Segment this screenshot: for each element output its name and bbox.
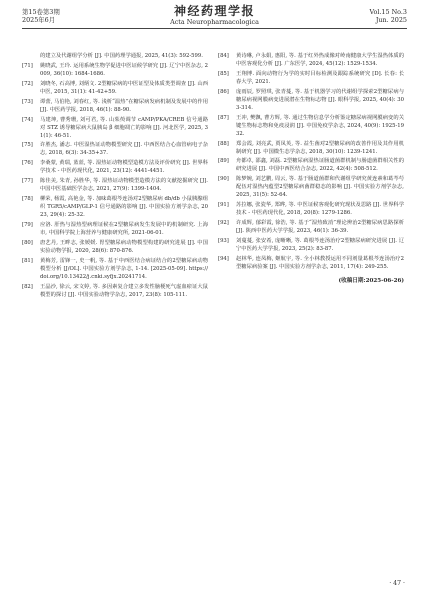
reference-number: [92] (218, 220, 229, 227)
reference-text: 庞雨辰, 罗照琪, 张青蔓, 等. 基于机器学习的代谢组学探索2型糖尿病与糖尿病视网膜病变进展潜在生物标志物 [J]. 眼科学报, 2025, 40(4): 303-314. (236, 88, 404, 111)
reference-list-right (218, 52, 404, 271)
reference-number: [79] (22, 222, 33, 229)
reference-number: [76] (22, 160, 33, 167)
reference-text: 许成辉, 郁彩霞, 徐浩, 等. 基于“湿热致消”理论辨治2型糖尿病思路探析 [J]. 陕西中医药大学学报, 2023, 46(1): 36-39. (236, 220, 404, 235)
reference-number: [86] (218, 88, 229, 95)
issue-info-en (369, 8, 407, 25)
reference-entry (218, 52, 404, 68)
reference-entry (22, 195, 208, 219)
reference-entry (22, 62, 208, 78)
reference-number: [78] (22, 196, 33, 203)
reference-entry (218, 255, 404, 271)
reference-entry (22, 257, 208, 281)
reference-text: 王晶沙, 徐云, 宋文婷, 等. 多因素复合建立多发性脑梗死气虚血瘀证大鼠模型的探讨 [J]. 中国实验动物学杂志, 2017, 23(8): 105-111. (40, 283, 208, 298)
reference-entry (22, 98, 208, 114)
reference-entry (218, 237, 404, 253)
reference-continuation: 的建立及代谢组学分析 [J]. 中国药理学通报, 2025, 41(3): 592-599. (40, 53, 203, 59)
reference-number: [87] (218, 114, 229, 121)
reference-number: [73] (22, 98, 33, 105)
reference-text: 黄梅芳, 雷锋一, 史一帆, 等. 基于中西医结合病证结合的2型糖尿病动物模型分析 [J/OL]. 中国实验方剂学杂志, 1-14. [2025-05-09]. https://doi.org/10.13422/j.cnki.syfjx.20241714. (40, 257, 208, 280)
reference-number: [77] (22, 178, 33, 185)
reference-number: [75] (22, 142, 33, 149)
reference-entry (22, 159, 208, 175)
reference-text: 谭蕾, 马伯艳, 刘春红, 等. 浅析“温热”在糖尿病发病机制及发展中的作用 [J]. 中医药学报, 2018, 46(1): 88-90. (40, 98, 208, 113)
reference-text: 郑会霞, 刘亮武, 贾凤英, 等. 益生菌对2型糖尿病的改善作用及其作用机制研究 [J]. 中国微生态学杂志, 2018, 30(10): 1239-1241. (236, 140, 404, 155)
reference-text: 王冲, 樊飘, 曹方辉, 等. 通过生物信息学分析鉴定糖尿病视网膜病变的关键生物标志物和免疫浸润 [J]. 中国免疫学杂志, 2024, 40(9): 1925-1932. (236, 114, 404, 137)
reference-number: [91] (218, 202, 229, 209)
reference-entry (22, 239, 208, 255)
journal-title (22, 4, 407, 26)
reference-entry (22, 221, 208, 237)
reference-number: [81] (22, 257, 33, 264)
reference-number: [93] (218, 238, 229, 245)
reference-number: [84] (218, 53, 229, 59)
reference-number: [71] (22, 62, 33, 69)
reference-entry (218, 201, 404, 217)
reference-text: 陈佳美, 朱青, 孙胜华, 等. 湿热证动物模型造模方法的文献挖掘研究 [J]. 中国中医基础医学杂志, 2021, 27(9): 1399-1404. (40, 178, 208, 193)
reference-entry (218, 140, 404, 156)
volume-issue-cn: 第15卷第3期 (22, 8, 60, 16)
date-cn: 2025年6月 (22, 16, 56, 25)
reference-text: 苏拉娜, 张瓷华, 郑晔, 等. 中医证候客观化研究现状及思路 [J]. 世界科学技术 - 中医药现代化, 2018, 20(8): 1279-1286. (236, 202, 404, 217)
reference-number: [74] (22, 116, 33, 123)
journal-title-cn: 神经药理学报 (173, 4, 255, 18)
reference-text: 应洛. 肝热与湿热型病理证候在2型糖尿病发生发展中的机制研究. 上海市, 中国科学院上海营养与健康研究所, 2021-06-01. (40, 222, 208, 237)
reference-number: [72] (22, 80, 33, 87)
reference-list-left (22, 62, 208, 299)
reference-text: 许胜杰, 潘志. 中医湿热证动物模型研究 [J]. 中西医结合心血管病电子杂志, 2018, 6(3): 34-35+37. (40, 142, 208, 157)
reference-entry (22, 116, 208, 140)
reference-text: 马建坤, 曹秀珊, 刘可君, 等. 山茱萸调节 cAMP/PKA/CREB 信号通路对 STZ 诱导糖尿病大鼠胰岛 β 细胞凋亡的影响 [J]. 河北医学, 2025, 31(1): 46-51. (40, 116, 208, 139)
reference-text: 赵林华, 连凤梅, 姬航宇, 等. 全小林教授运用不同剂量葛根芩连汤治疗2型糖尿病验案 [J]. 中国实验方剂学杂志, 2011, 17(4): 249-255. (236, 255, 404, 270)
reference-number: [80] (22, 239, 33, 246)
reference-number: [89] (218, 158, 229, 165)
reference-number: [94] (218, 255, 229, 262)
reference-number: [88] (218, 140, 229, 147)
reference-entry (22, 283, 208, 299)
page-header (22, 4, 407, 38)
reference-number: [82] (22, 283, 33, 290)
reference-text: 李桑蒙, 黄瑞, 蓝蓝, 等. 湿热证动物模型造模方法及评价研究 [J]. 世界科学技术 - 中医药现代化, 2021, 23(12): 4441-4451. (40, 160, 208, 175)
reference-entry (22, 141, 208, 157)
reference-number: [85] (218, 70, 229, 77)
reference-text: 柳荣, 杨霞, 高艳金, 等. 加味葛根芩连汤对2型糖尿病 db/db 小鼠胰腺组织 TGR5/cAMP/GLP-1 信号通路的影响 [J]. 中国实验方剂学杂志, 2023, 29(4): 25-32. (40, 196, 208, 219)
received-date: (收稿日期:2025-06-26) (338, 277, 404, 284)
date-en: Jun. 2025 (375, 16, 407, 25)
page-number: · 47 · (389, 580, 405, 587)
reference-text: 刘晓冬, 石高博, 刘炳文. 2型糖尿病的中医证型及体质类型调查 [J]. 山西中医, 2015, 31(1): 41-42+59. (40, 80, 208, 95)
reference-entry (218, 114, 404, 138)
reference-entry (218, 175, 404, 199)
reference-entry (218, 70, 404, 86)
reference-text: 唐艺丹, 王畔志, 张媛媛. 胃型糖尿病动物模型构建的研究进展 [J]. 中国实验动物学报, 2020, 28(6): 870-876. (40, 239, 208, 254)
header-rule (22, 28, 407, 29)
reference-entry (218, 88, 404, 112)
reference-entry (22, 177, 208, 193)
reference-column-left (22, 52, 208, 301)
reference-text: 王翔博. 面向动物行为学的实时目标检测及跟踪系统研究 [D]. 长春: 长春大学, 2021. (236, 70, 404, 85)
reference-column-right (218, 52, 404, 285)
volume-issue-en: Vol.15 No.3 (369, 8, 407, 16)
journal-title-en: Acta Neuropharmacologica (170, 18, 259, 26)
reference-text: 陈梦婉, 刘艺鹏, 周云, 等. 基于肠道菌群和代谢组学研究黄连素和葛芩芍配伍对湿热内蕴型2型糖尿病菌群稳态的影响 [J]. 中国实验方剂学杂志, 2025, 31(5): 52-64. (236, 176, 404, 199)
reference-entry (218, 219, 404, 235)
reference-text: 刘蔓蔓, 张安希, 庞晰晰, 等. 葛根芩连汤治疗2型糖尿病研究进展 [J]. 辽宁中医药大学学报, 2023, 25(2): 83-87. (236, 238, 404, 253)
reference-number: [90] (218, 176, 229, 183)
reference-text: 黄诗琳, 卢永娟, 惠阳, 等. 基于红外热成像对岭南健康大学生湿热体质的中医客观化分析 [J]. 广东医学, 2024, 45(12): 1529-1534. (236, 53, 404, 67)
reference-text: 姚晓武, 王玲. 运用系统生物学促进中医证候学研究 [J]. 辽宁中医杂志, 2009, 36(10): 1684-1686. (40, 62, 208, 77)
reference-text: 舟都卓, 邵鑫, 刘磊. 2型糖尿病湿热证肠道菌群机制与肠道菌群相关性的研究进展 [J]. 中国中西医结合杂志, 2022, 42(4): 508-512. (236, 158, 404, 173)
reference-entry (218, 157, 404, 173)
reference-entry (22, 80, 208, 96)
